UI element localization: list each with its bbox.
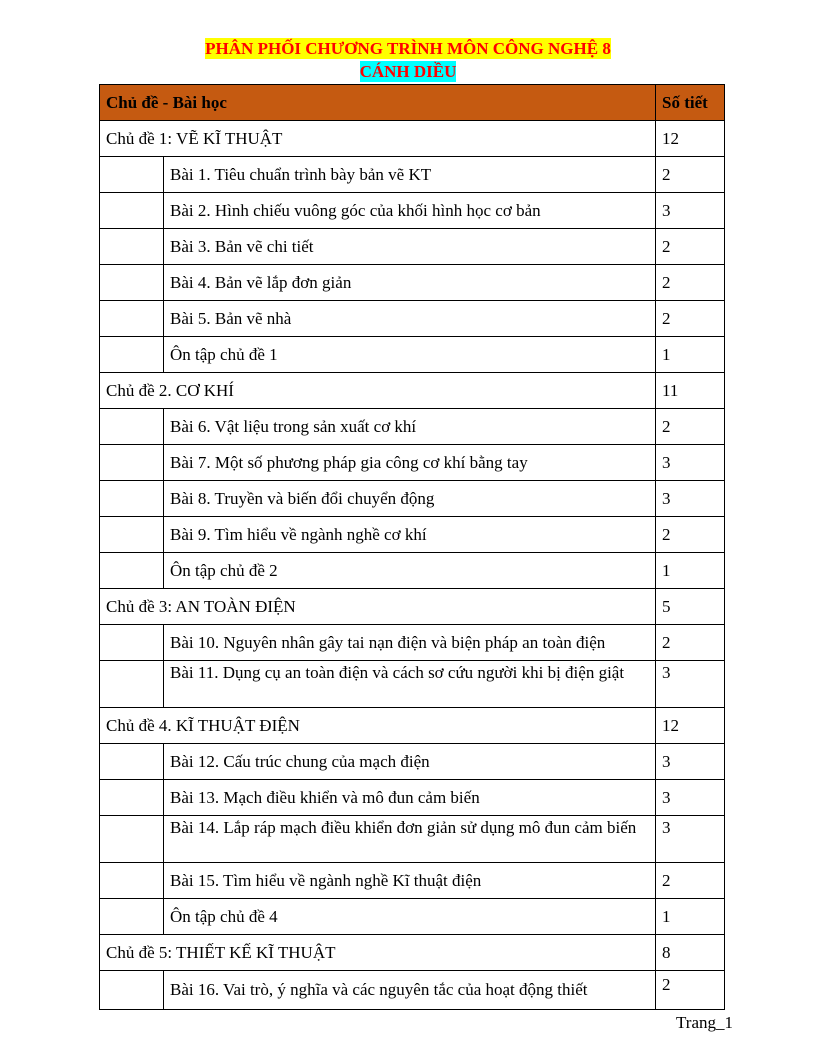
lesson-label: Bài 15. Tìm hiểu về ngành nghề Kĩ thuật điện bbox=[164, 863, 656, 899]
document-title bbox=[0, 38, 816, 82]
lesson-periods: 2 bbox=[656, 863, 725, 899]
indent-cell bbox=[100, 816, 164, 863]
title-line-1: PHÂN PHỐI CHƯƠNG TRÌNH MÔN CÔNG NGHỆ 8 bbox=[205, 39, 611, 58]
topic-row bbox=[100, 708, 725, 744]
lesson-label: Bài 9. Tìm hiểu về ngành nghề cơ khí bbox=[164, 517, 656, 553]
lesson-label: Bài 2. Hình chiếu vuông góc của khối hình học cơ bản bbox=[164, 193, 656, 229]
indent-cell bbox=[100, 517, 164, 553]
header-topic-lesson: Chủ đề - Bài học bbox=[100, 85, 656, 121]
lesson-label: Bài 10. Nguyên nhân gây tai nạn điện và biện pháp an toàn điện bbox=[164, 625, 656, 661]
topic-row bbox=[100, 935, 725, 971]
lesson-label: Bài 5. Bản vẽ nhà bbox=[164, 301, 656, 337]
topic-row bbox=[100, 373, 725, 409]
lesson-label: Bài 1. Tiêu chuẩn trình bày bản vẽ KT bbox=[164, 157, 656, 193]
indent-cell bbox=[100, 899, 164, 935]
lesson-row bbox=[100, 301, 725, 337]
lesson-row bbox=[100, 337, 725, 373]
indent-cell bbox=[100, 301, 164, 337]
lesson-periods: 3 bbox=[656, 445, 725, 481]
lesson-label: Bài 11. Dụng cụ an toàn điện và cách sơ cứu người khi bị điện giật bbox=[164, 661, 656, 708]
page-number: Trang_1 bbox=[676, 1013, 733, 1032]
lesson-periods: 2 bbox=[656, 625, 725, 661]
indent-cell bbox=[100, 445, 164, 481]
lesson-label: Ôn tập chủ đề 1 bbox=[164, 337, 656, 373]
topic-periods: 8 bbox=[656, 935, 725, 971]
lesson-row bbox=[100, 517, 725, 553]
lesson-row bbox=[100, 481, 725, 517]
lesson-label: Bài 13. Mạch điều khiển và mô đun cảm biến bbox=[164, 780, 656, 816]
lesson-row bbox=[100, 193, 725, 229]
lesson-label: Bài 8. Truyền và biến đổi chuyển động bbox=[164, 481, 656, 517]
lesson-periods: 3 bbox=[656, 744, 725, 780]
indent-cell bbox=[100, 744, 164, 780]
indent-cell bbox=[100, 229, 164, 265]
topic-periods: 5 bbox=[656, 589, 725, 625]
lesson-label: Bài 4. Bản vẽ lắp đơn giản bbox=[164, 265, 656, 301]
lesson-periods: 3 bbox=[656, 780, 725, 816]
lesson-label: Bài 14. Lắp ráp mạch điều khiển đơn giản sử dụng mô đun cảm biến bbox=[164, 816, 656, 863]
lesson-row bbox=[100, 265, 725, 301]
lesson-periods: 3 bbox=[656, 193, 725, 229]
lesson-label: Ôn tập chủ đề 4 bbox=[164, 899, 656, 935]
indent-cell bbox=[100, 553, 164, 589]
topic-row bbox=[100, 121, 725, 157]
topic-periods: 12 bbox=[656, 708, 725, 744]
lesson-label: Bài 6. Vật liệu trong sản xuất cơ khí bbox=[164, 409, 656, 445]
lesson-row bbox=[100, 445, 725, 481]
lesson-row bbox=[100, 744, 725, 780]
indent-cell bbox=[100, 157, 164, 193]
indent-cell bbox=[100, 409, 164, 445]
lesson-row bbox=[100, 971, 725, 1010]
lesson-row bbox=[100, 229, 725, 265]
lesson-periods: 1 bbox=[656, 553, 725, 589]
lesson-label: Bài 3. Bản vẽ chi tiết bbox=[164, 229, 656, 265]
indent-cell bbox=[100, 661, 164, 708]
curriculum-table bbox=[99, 84, 725, 1010]
lesson-periods: 1 bbox=[656, 337, 725, 373]
topic-label: Chủ đề 5: THIẾT KẾ KĨ THUẬT bbox=[100, 935, 656, 971]
topic-label: Chủ đề 2. CƠ KHÍ bbox=[100, 373, 656, 409]
lesson-row bbox=[100, 157, 725, 193]
lesson-periods: 1 bbox=[656, 899, 725, 935]
title-line-2: CÁNH DIỀU bbox=[359, 62, 457, 81]
topic-label: Chủ đề 1: VẼ KĨ THUẬT bbox=[100, 121, 656, 157]
topic-periods: 12 bbox=[656, 121, 725, 157]
indent-cell bbox=[100, 265, 164, 301]
lesson-periods: 2 bbox=[656, 409, 725, 445]
header-periods: Số tiết bbox=[656, 85, 725, 121]
lesson-periods: 2 bbox=[656, 517, 725, 553]
lesson-row bbox=[100, 780, 725, 816]
lesson-label: Bài 12. Cấu trúc chung của mạch điện bbox=[164, 744, 656, 780]
table-header-row bbox=[100, 85, 725, 121]
indent-cell bbox=[100, 337, 164, 373]
indent-cell bbox=[100, 625, 164, 661]
lesson-label: Ôn tập chủ đề 2 bbox=[164, 553, 656, 589]
lesson-label: Bài 7. Một số phương pháp gia công cơ khí bằng tay bbox=[164, 445, 656, 481]
lesson-row bbox=[100, 899, 725, 935]
lesson-row bbox=[100, 625, 725, 661]
topic-label: Chủ đề 3: AN TOÀN ĐIỆN bbox=[100, 589, 656, 625]
lesson-row bbox=[100, 863, 725, 899]
lesson-row bbox=[100, 409, 725, 445]
indent-cell bbox=[100, 863, 164, 899]
indent-cell bbox=[100, 780, 164, 816]
indent-cell bbox=[100, 193, 164, 229]
lesson-periods: 3 bbox=[656, 661, 725, 708]
lesson-row bbox=[100, 553, 725, 589]
lesson-periods: 2 bbox=[656, 229, 725, 265]
topic-row bbox=[100, 589, 725, 625]
lesson-periods: 3 bbox=[656, 816, 725, 863]
indent-cell bbox=[100, 971, 164, 1010]
topic-periods: 11 bbox=[656, 373, 725, 409]
lesson-periods: 2 bbox=[656, 971, 725, 1010]
lesson-row bbox=[100, 816, 725, 863]
topic-label: Chủ đề 4. KĨ THUẬT ĐIỆN bbox=[100, 708, 656, 744]
lesson-periods: 2 bbox=[656, 157, 725, 193]
indent-cell bbox=[100, 481, 164, 517]
lesson-periods: 3 bbox=[656, 481, 725, 517]
lesson-row bbox=[100, 661, 725, 708]
lesson-label: Bài 16. Vai trò, ý nghĩa và các nguyên tắc của hoạt động thiết bbox=[164, 971, 656, 1010]
lesson-periods: 2 bbox=[656, 265, 725, 301]
lesson-periods: 2 bbox=[656, 301, 725, 337]
